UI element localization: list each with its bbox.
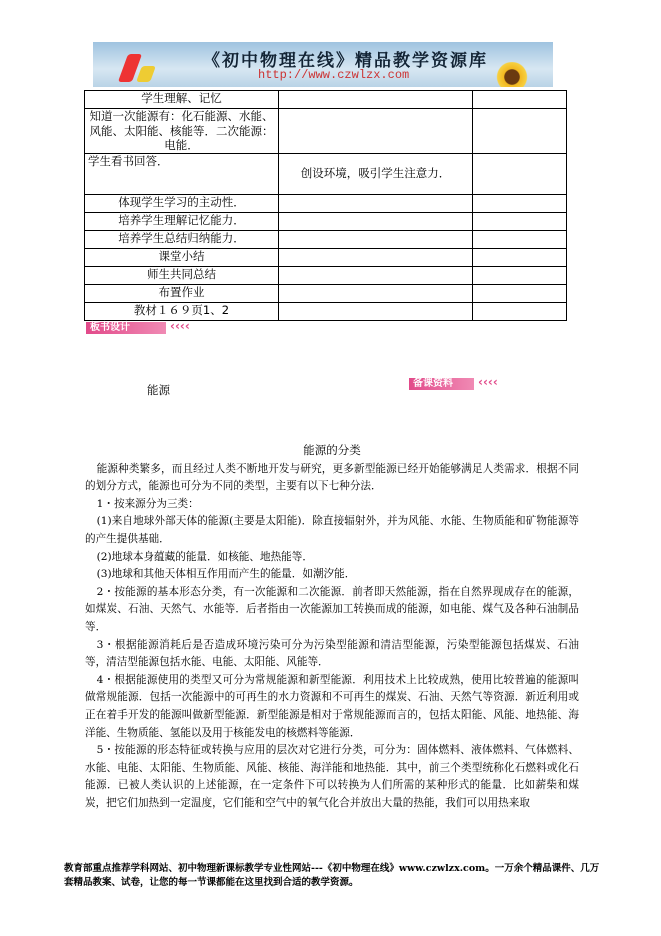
- table-cell: [279, 109, 473, 154]
- table-cell: 培养学生理解记忆能力．: [85, 212, 279, 230]
- paragraph: (2)地球本身蕴藏的能量．如核能、地热能等．: [96, 550, 313, 563]
- table-row: [85, 153, 567, 194]
- sunflower-icon: [493, 62, 531, 87]
- table-row: [85, 266, 567, 284]
- table-cell: 学生看书回答．: [85, 153, 279, 194]
- logo-icon: [136, 66, 156, 82]
- table-cell: [279, 91, 473, 109]
- table-cell: [473, 91, 567, 109]
- table-cell: 知道一次能源有：化石能源、水能、风能、太阳能、核能等．二次能源：电能．: [85, 109, 279, 154]
- paragraph: 1・按来源分为三类：: [96, 497, 199, 510]
- header-banner: [93, 42, 553, 87]
- table-cell: [473, 194, 567, 212]
- table-row: [85, 284, 567, 302]
- table-cell: [279, 194, 473, 212]
- paragraph: 2・按能源的基本形态分类，有一次能源和二次能源．前者即天然能源，指在自然界现成存在的能源，如煤炭、石油、天然气、水能等．后者指由一次能源加工转换而成的能源，如电能、煤气及各种石油制品等．: [85, 585, 579, 633]
- table-cell: [279, 284, 473, 302]
- lesson-table: [84, 90, 567, 321]
- paragraph: (1)来自地球外部天体的能源(主要是太阳能)．除直接辐射外，并为风能、水能、生物质能和矿物能源等的产生提供基础．: [85, 515, 579, 545]
- table-cell: [279, 248, 473, 266]
- table-cell: [473, 230, 567, 248]
- table-cell: [473, 302, 567, 320]
- table-cell: [279, 302, 473, 320]
- tag-label: 备课资料: [413, 378, 453, 389]
- table-cell: 课堂小结: [85, 248, 279, 266]
- paragraph: 能源种类繁多，而且经过人类不断地开发与研究，更多新型能源已经开始能够满足人类需求．根据不同的划分方式，能源也可分为不同的类型，主要有以下七种分法．: [85, 462, 579, 493]
- table-cell: [279, 212, 473, 230]
- table-cell: 培养学生总结归纳能力．: [85, 230, 279, 248]
- arrows-icon: ‹‹‹‹: [170, 319, 190, 333]
- table-cell: [473, 212, 567, 230]
- table-cell: [473, 153, 567, 194]
- table-cell: 布置作业: [85, 284, 279, 302]
- table-row: [85, 248, 567, 266]
- table-cell: 创设环境，吸引学生注意力．: [279, 153, 473, 194]
- table-cell: [473, 248, 567, 266]
- table-cell: 体现学生学习的主动性．: [85, 194, 279, 212]
- board-label: 能源: [147, 383, 170, 397]
- table-cell: 师生共同总结: [85, 266, 279, 284]
- table-row: [85, 194, 567, 212]
- article-title: 能源的分类: [303, 443, 361, 457]
- banner-url: http://www.czwlzx.com: [258, 68, 410, 82]
- paragraph: 5・按能源的形态特征或转换与应用的层次对它进行分类，可分为：固体燃料、液体燃料、气体燃料、水能、电能、太阳能、生物质能、风能、核能、海洋能和地热能．其中，前三个类型统称化石燃料或化石能源．已被人类认识的上述能源，在一定条件下可以转换为人们所需的某种形式的能量．比如薪柴和煤炭，把它们加热到一定温度，它们能和空气中的氧气化合并放出大量的热能，我们可以用热来取: [85, 744, 579, 809]
- table-cell: 学生理解、记忆: [85, 91, 279, 109]
- table-cell: [279, 230, 473, 248]
- table-cell: [473, 266, 567, 284]
- board-design-tag: [86, 319, 190, 334]
- prep-material-tag: [409, 375, 498, 390]
- table-cell: [473, 109, 567, 154]
- paragraph: 3・根据能源消耗后是否造成环境污染可分为污染型能源和清洁型能源，污染型能源包括煤炭、石油等，清洁型能源包括水能、电能、太阳能、风能等．: [85, 638, 579, 669]
- paragraph: (3)地球和其他天体相互作用而产生的能量．如潮汐能．: [96, 568, 356, 581]
- table-cell: [473, 284, 567, 302]
- table-row: [85, 302, 567, 320]
- arrows-icon: ‹‹‹‹: [478, 375, 498, 389]
- table-cell: 教材１６９页1、2: [85, 302, 279, 320]
- table-row: [85, 212, 567, 230]
- banner-title: 《初中物理在线》精品教学资源库: [203, 51, 488, 71]
- tag-label: 板书设计: [90, 322, 130, 333]
- footer-note: 教育部重点推荐学科网站、初中物理新课标教学专业性网站---《初中物理在线》www.czwlzx.com。一万余个精品课件、几万套精品教案、试卷，让您的每一节课都能在这里找到合适的教学资源。: [64, 863, 600, 888]
- table-row: [85, 109, 567, 154]
- article: [85, 442, 579, 812]
- table-row: [85, 230, 567, 248]
- paragraph: 4・根据能源使用的类型又可分为常规能源和新型能源．利用技术上比较成熟，使用比较普遍的能源叫做常规能源．包括一次能源中的可再生的水力资源和不可再生的煤炭、石油、天然气等资源．新近利用或正在着手开发的能源叫做新型能源．新型能源是相对于常规能源而言的，包括太阳能、风能、地热能、海洋能、生物质能、氢能以及用于核能发电的核燃料等能源．: [85, 673, 579, 739]
- table-row: [85, 91, 567, 109]
- table-cell: [279, 266, 473, 284]
